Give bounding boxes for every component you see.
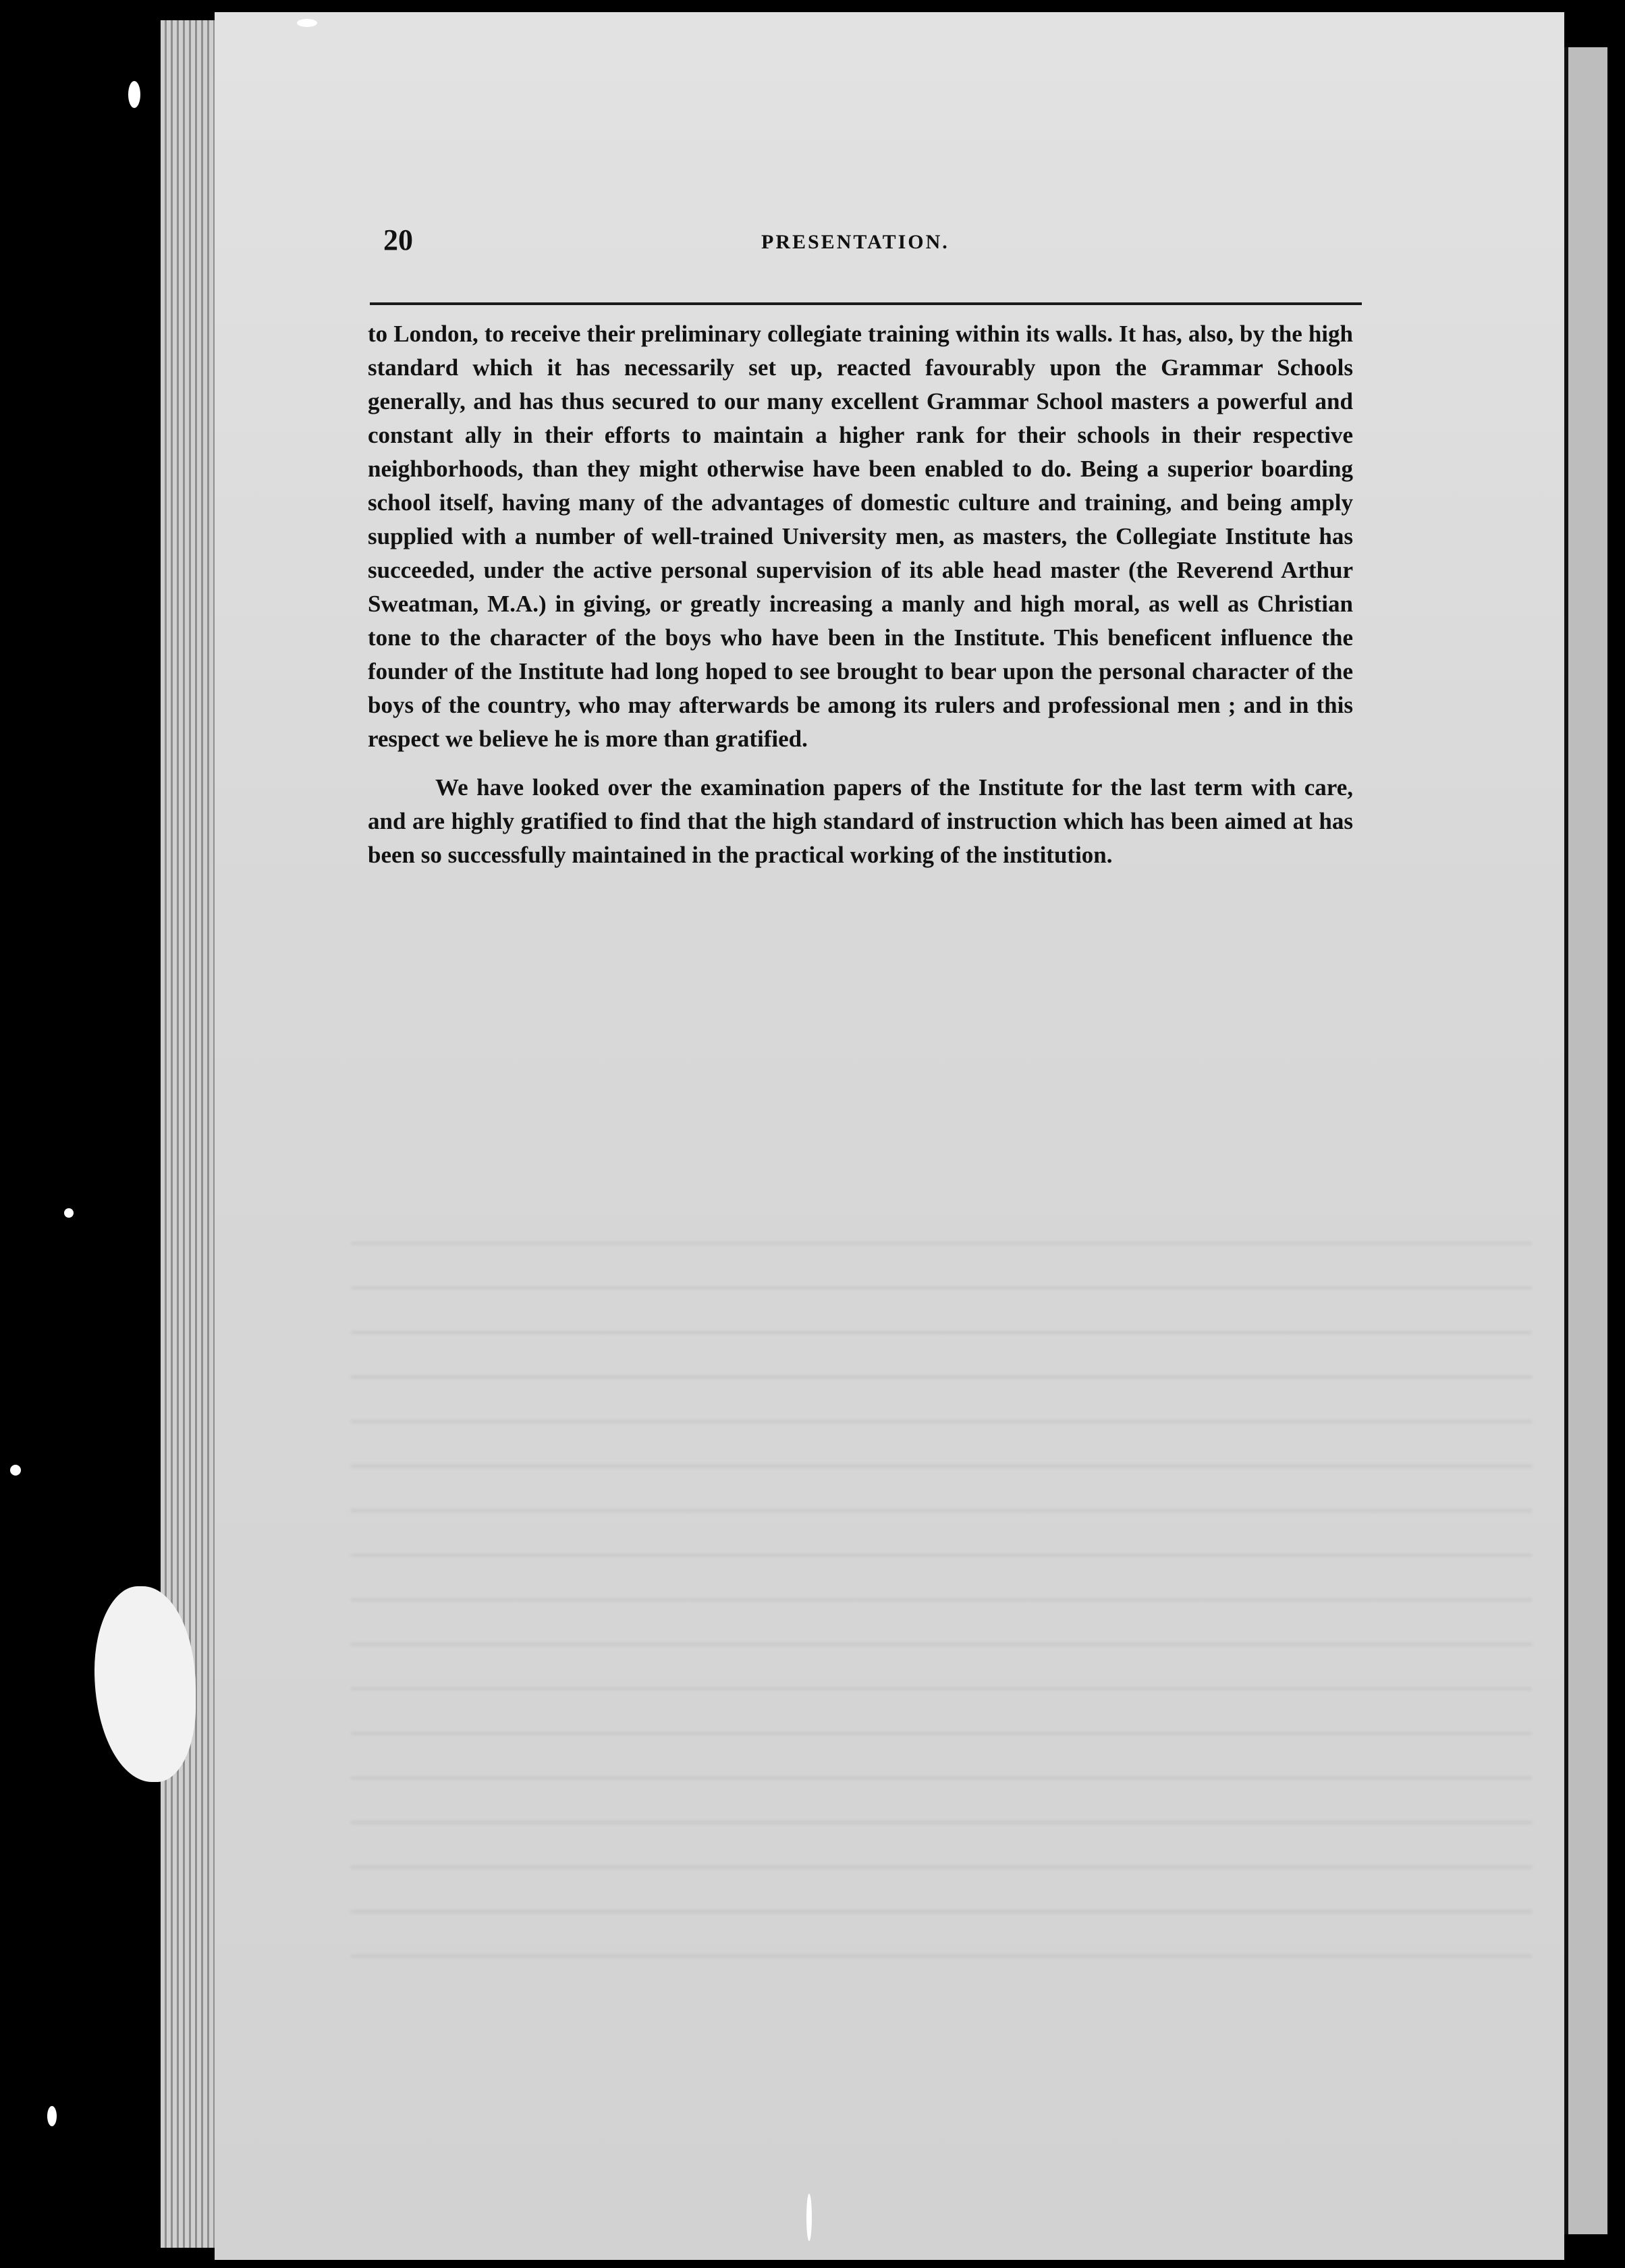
body-text: [368, 317, 1353, 872]
page-header: [383, 223, 1355, 263]
scan-speck: [128, 81, 140, 108]
facing-page-edge: [1564, 47, 1607, 2234]
bleed-through-text: [351, 1215, 1532, 1958]
header-rule: [370, 302, 1362, 305]
scan-speck: [64, 1208, 74, 1218]
scan-speck: [297, 19, 317, 27]
scan-speck: [47, 2106, 57, 2126]
paragraph: We have looked over the examination papers of the Institute for the last term with care, and are highly gratified to find that the high standard of instruction which has been aimed at has been so successfully maintained in the practical working of the institution.: [368, 774, 1353, 868]
scan-speck: [10, 1465, 21, 1476]
page-number: 20: [383, 223, 413, 256]
page-edges: [161, 20, 215, 2248]
running-head: PRESENTATION.: [761, 231, 949, 253]
paragraph: to London, to receive their preliminary collegiate training within its walls. It has, also, by the high standard which it has necessarily set up, reacted favourably upon the Grammar Schools generally, and has thus secured to our many excellent Grammar School masters a powerful and constant ally in their efforts to maintain a higher rank for their schools in their respective neighborhoods, than they might otherwise have been enabled to do. Being a superior boarding school itself, having many of the advantages of domestic culture and training, and being amply supplied with a number of well-trained University men, as masters, the Collegiate Institute has succeeded, under the active personal supervision of its able head master (the Reverend Arthur Sweatman, M.A.) in giving, or greatly increasing a manly and high moral, as well as Christian tone to the character of the boys who have been in the Institute. This beneficent influence the founder of the Institute had long hoped to see brought to bear upon the personal character of the boys of the country, who may afterwards be among its rulers and professional men ; and in this respect we believe he is more than gratified.: [368, 321, 1353, 752]
scan-speck: [806, 2194, 812, 2241]
